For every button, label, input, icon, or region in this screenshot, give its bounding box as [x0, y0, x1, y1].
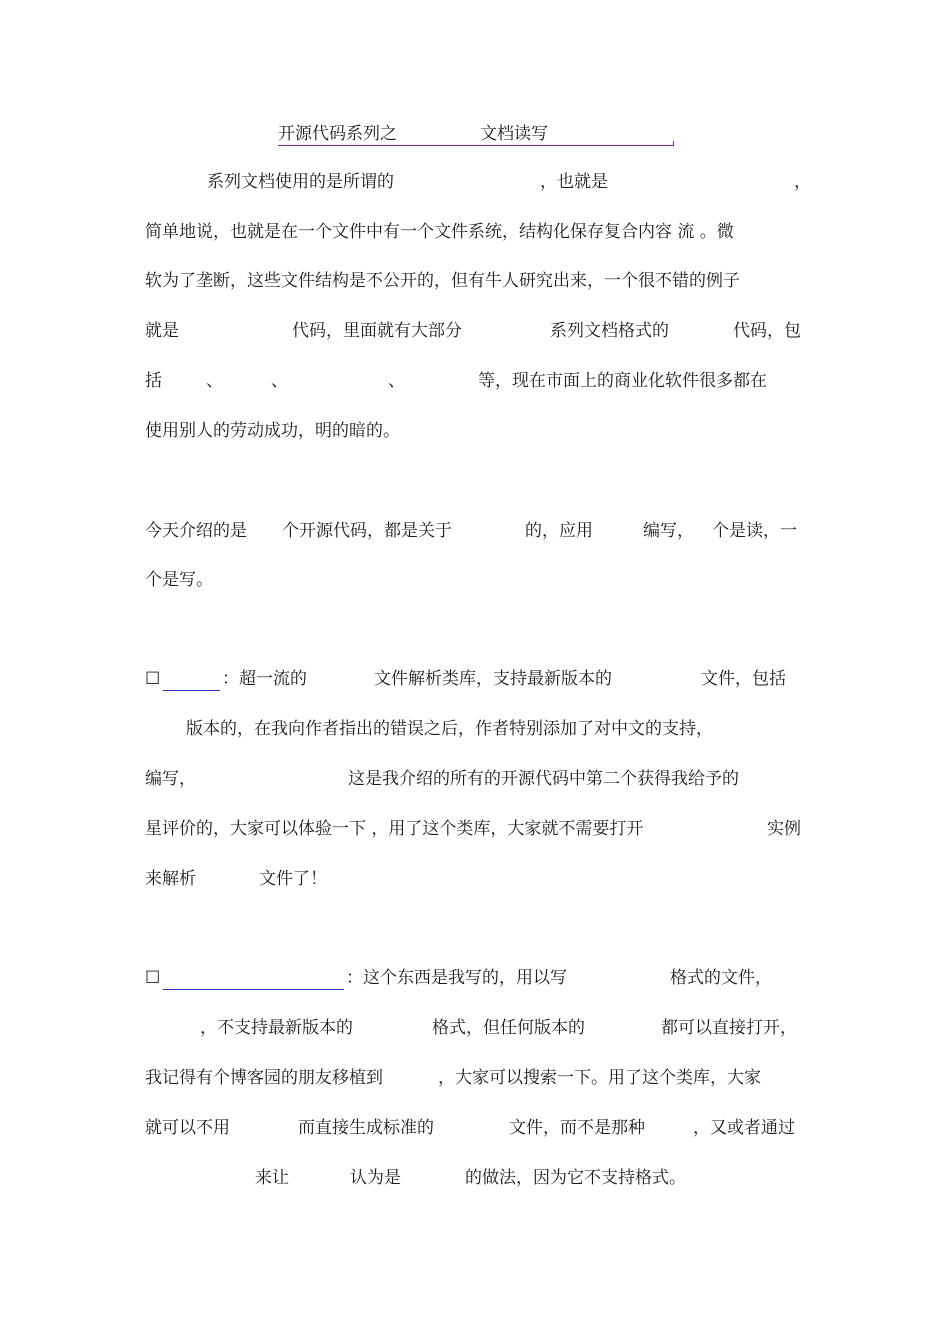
today-line-1c: 的，应用	[525, 521, 593, 541]
intro-line-4d: 代码，包	[733, 321, 801, 341]
item-2-line-5c: 的做法，因为它不支持格式。	[465, 1168, 686, 1188]
item-1-line-4b: 实例	[767, 819, 801, 839]
item-1-line-3a: 编写，	[145, 769, 196, 789]
intro-line-5c: 、	[271, 371, 288, 391]
title-underline	[278, 145, 674, 146]
item-1-line-4a: 星评价的，大家可以体验一下 ，用了这个类库，大家就不需要打开	[145, 819, 644, 839]
intro-line-4b: 代码，里面就有大部分	[292, 321, 462, 341]
item-2-line-1a: ：这个东西是我写的，用以写	[346, 968, 567, 988]
item-1-line-5b: 文件了！	[259, 869, 327, 889]
intro-line-5e: 等，现在市面上的商业化软件很多都在	[478, 371, 767, 391]
intro-line-6: 使用别人的劳动成功，明的暗的。	[145, 421, 400, 441]
today-line-1a: 今天介绍的是	[145, 521, 247, 541]
intro-line-3: 软为了垄断，这些文件结构是不公开的，但有牛人研究出来，一个很不错的例子	[145, 271, 740, 291]
item-2-line-3b: ，大家可以搜索一下。用了这个类库，大家	[438, 1068, 761, 1088]
item-1-line-5a: 来解析	[145, 869, 196, 889]
intro-line-2: 简单地说，也就是在一个文件中有一个文件系统，结构化保存复合内容 流 。微	[145, 222, 734, 242]
item-2-checkbox-icon: ☐	[145, 968, 161, 988]
intro-line-4c: 系列文档格式的	[550, 321, 669, 341]
item-2-line-4d: ，又或者通过	[693, 1118, 795, 1138]
title-part-2: 文档读写	[480, 124, 548, 144]
today-line-2: 个是写。	[145, 570, 213, 590]
item-2-line-4c: 文件，而不是那种	[509, 1118, 645, 1138]
title-underline-end	[673, 141, 674, 146]
title-part-1: 开源代码系列之	[278, 124, 397, 144]
item-2-line-4b: 而直接生成标准的	[298, 1118, 434, 1138]
item-1-line-1a: ：超一流的	[222, 669, 307, 689]
intro-line-5a: 括	[145, 371, 162, 391]
item-1-line-1c: 文件，包括	[701, 669, 786, 689]
item-2-line-3a: 我记得有个博客园的朋友移植到	[145, 1068, 383, 1088]
intro-line-4a: 就是	[145, 321, 179, 341]
item-1-link[interactable]	[163, 690, 220, 691]
today-line-1e: 个是读，一	[712, 521, 797, 541]
intro-line-5d: 、	[388, 371, 405, 391]
item-1-line-2: 版本的，在我向作者指出的错误之后，作者特别添加了对中文的支持，	[186, 719, 713, 739]
intro-line-5b: 、	[206, 371, 223, 391]
intro-line-1b: ，也就是	[540, 172, 608, 192]
today-line-1d: 编写，	[643, 521, 694, 541]
intro-line-1c: ，	[794, 172, 811, 192]
item-1-checkbox-icon: ☐	[145, 669, 161, 689]
item-2-line-2a: ，不支持最新版本的	[200, 1018, 353, 1038]
intro-line-1a: 系列文档使用的是所谓的	[207, 172, 394, 192]
item-1-line-1b: 文件解析类库，支持最新版本的	[374, 669, 612, 689]
item-2-line-2b: 格式，但任何版本的	[432, 1018, 585, 1038]
item-2-line-2c: 都可以直接打开，	[661, 1018, 797, 1038]
item-2-line-4a: 就可以不用	[145, 1118, 230, 1138]
item-1-line-3b: 这是我介绍的所有的开源代码中第二个获得我给予的	[348, 769, 739, 789]
item-2-line-1b: 格式的文件，	[670, 968, 772, 988]
today-line-1b: 个开源代码，都是关于	[282, 521, 452, 541]
item-2-line-5b: 认为是	[350, 1168, 401, 1188]
item-2-line-5a: 来让	[255, 1168, 289, 1188]
item-2-link[interactable]	[163, 989, 344, 990]
